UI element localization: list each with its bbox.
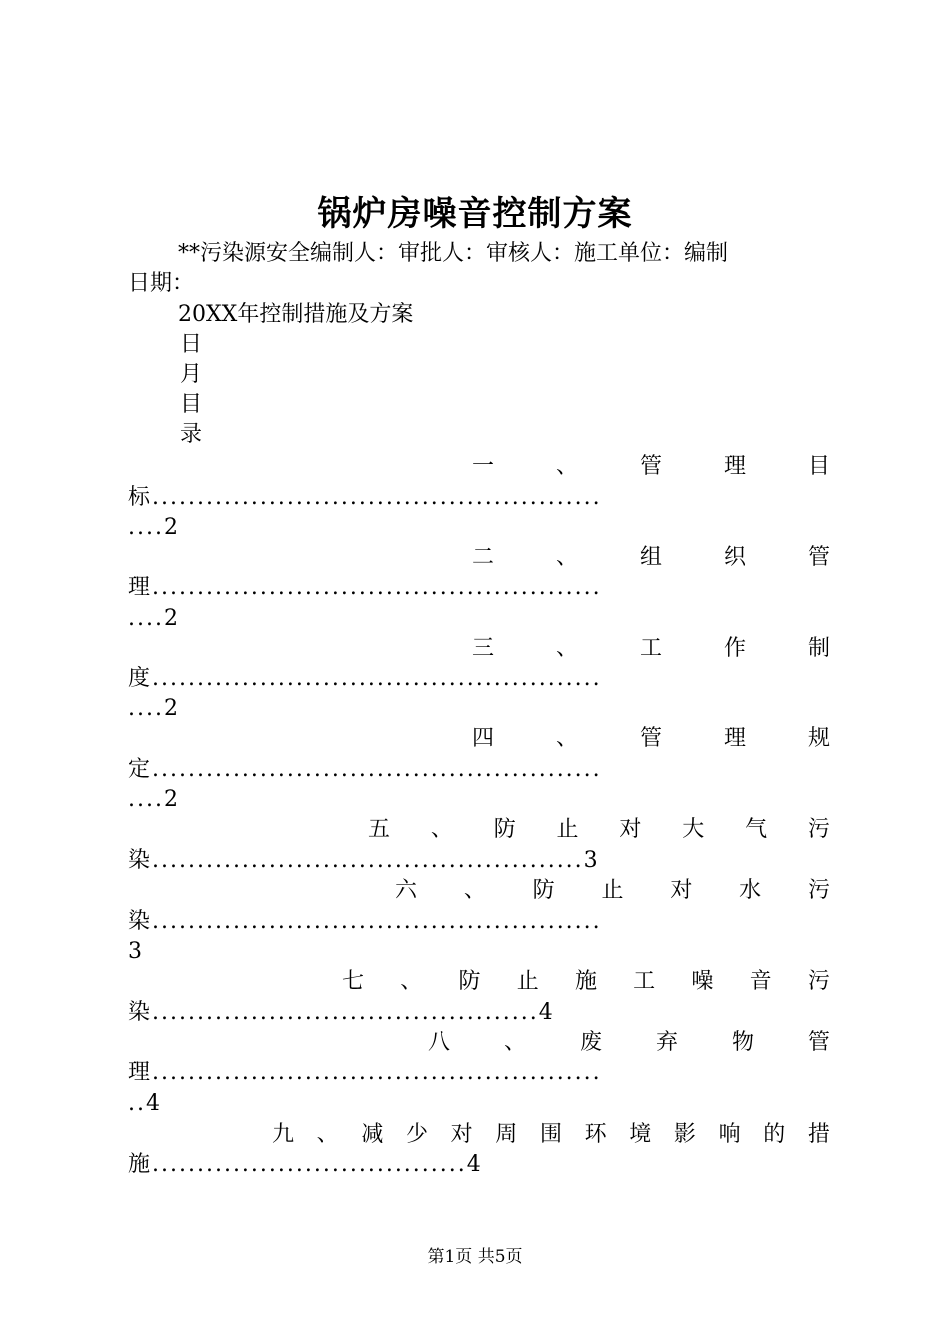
toc-char: 影 — [673, 1122, 696, 1147]
toc-char: 防 — [532, 878, 555, 903]
toc-entry-tail: 理 — [128, 575, 151, 600]
toc-page-number: ..4 — [128, 1091, 162, 1116]
toc-char: 、 — [430, 817, 453, 842]
toc-page-number: ....2 — [128, 787, 180, 812]
toc-char: 少 — [405, 1122, 428, 1147]
vertical-char: 月 — [180, 362, 203, 387]
toc-char: 管 — [639, 454, 662, 479]
toc-char: 工 — [639, 636, 662, 661]
toc-leader-dots: .................................................. — [152, 666, 602, 691]
toc-char: 目 — [807, 454, 830, 479]
vertical-char: 目 — [180, 392, 203, 417]
toc-char: 四 — [472, 726, 495, 751]
toc-char: 响 — [718, 1122, 741, 1147]
toc-char: 围 — [539, 1122, 562, 1147]
toc-char: 管 — [807, 1030, 830, 1055]
toc-entry-tail: 染 — [128, 848, 151, 873]
header-line-1: **污染源安全编制人：审批人：审核人：施工单位：编制 — [178, 241, 729, 266]
toc-char: 止 — [516, 969, 539, 994]
toc-char: 三 — [472, 636, 495, 661]
toc-char: 环 — [584, 1122, 607, 1147]
document-title: 锅炉房噪音控制方案 — [317, 194, 633, 234]
toc-page-number: ....2 — [128, 696, 180, 721]
toc-char: 、 — [555, 636, 578, 661]
toc-leader-dots: ...........................................4 — [152, 1000, 555, 1025]
toc-entry-tail: 理 — [128, 1060, 151, 1085]
vertical-char: 日 — [180, 332, 203, 357]
toc-char: 音 — [749, 969, 772, 994]
toc-char: 施 — [574, 969, 597, 994]
toc-entry-heading — [395, 876, 830, 906]
toc-char: 止 — [601, 878, 624, 903]
toc-entry-heading — [428, 1028, 830, 1058]
toc-char: 对 — [450, 1122, 473, 1147]
toc-char: 周 — [495, 1122, 518, 1147]
toc-char: 八 — [428, 1030, 451, 1055]
toc-char: 一 — [472, 454, 495, 479]
toc-leader-dots: .................................................. — [152, 575, 602, 600]
toc-char: 大 — [682, 817, 705, 842]
toc-leader-dots: .................................................. — [152, 757, 602, 782]
toc-page-number: ....2 — [128, 515, 180, 540]
toc-page-number: ....2 — [128, 606, 180, 631]
toc-char: 五 — [368, 817, 391, 842]
toc-leader-dots: ................................................3 — [152, 848, 600, 873]
page-footer: 第1页 共5页 — [427, 1247, 523, 1267]
toc-char: 废 — [579, 1030, 602, 1055]
toc-char: 制 — [807, 636, 830, 661]
toc-char: 物 — [731, 1030, 754, 1055]
vertical-char: 录 — [180, 422, 203, 447]
header-line-2: 日期： — [128, 271, 195, 296]
toc-leader-dots: .................................................. — [152, 485, 602, 510]
toc-char: 措 — [807, 1122, 830, 1147]
toc-char: 、 — [555, 545, 578, 570]
toc-char: 、 — [555, 726, 578, 751]
toc-char: 、 — [400, 969, 423, 994]
toc-char: 管 — [807, 545, 830, 570]
year-line: 20XX年控制措施及方案 — [178, 302, 414, 327]
toc-char: 弃 — [655, 1030, 678, 1055]
toc-char: 、 — [463, 878, 486, 903]
toc-char: 九 — [272, 1122, 295, 1147]
toc-leader-dots: .................................................. — [152, 1060, 602, 1085]
toc-char: 理 — [723, 726, 746, 751]
toc-char: 理 — [723, 454, 746, 479]
toc-entry-heading — [472, 452, 830, 482]
toc-entry-tail: 标 — [128, 485, 151, 510]
toc-char: 的 — [763, 1122, 786, 1147]
toc-entry-heading — [472, 634, 830, 664]
toc-entry-heading — [368, 815, 830, 845]
toc-entry-tail: 度 — [128, 666, 151, 691]
toc-char: 织 — [723, 545, 746, 570]
toc-char: 止 — [556, 817, 579, 842]
toc-char: 六 — [395, 878, 418, 903]
toc-entry-heading — [342, 967, 830, 997]
toc-char: 、 — [316, 1122, 339, 1147]
toc-char: 污 — [807, 878, 830, 903]
toc-entry-tail: 染 — [128, 1000, 151, 1025]
toc-char: 减 — [361, 1122, 384, 1147]
toc-char: 对 — [619, 817, 642, 842]
toc-char: 组 — [639, 545, 662, 570]
toc-entry-tail: 施 — [128, 1152, 151, 1177]
toc-char: 水 — [739, 878, 762, 903]
toc-char: 、 — [555, 454, 578, 479]
toc-leader-dots: ...................................4 — [152, 1152, 483, 1177]
toc-char: 工 — [633, 969, 656, 994]
toc-char: 二 — [472, 545, 495, 570]
toc-char: 境 — [629, 1122, 652, 1147]
toc-char: 污 — [807, 817, 830, 842]
toc-char: 污 — [807, 969, 830, 994]
toc-entry-tail: 染 — [128, 909, 151, 934]
toc-char: 、 — [503, 1030, 526, 1055]
toc-char: 气 — [745, 817, 768, 842]
toc-char: 对 — [670, 878, 693, 903]
toc-char: 作 — [723, 636, 746, 661]
toc-char: 噪 — [691, 969, 714, 994]
toc-entry-heading — [272, 1120, 830, 1150]
toc-leader-dots: .................................................. — [152, 909, 602, 934]
toc-char: 管 — [639, 726, 662, 751]
toc-char: 防 — [458, 969, 481, 994]
toc-char: 七 — [342, 969, 365, 994]
toc-entry-heading — [472, 543, 830, 573]
toc-entry-tail: 定 — [128, 757, 151, 782]
toc-char: 规 — [807, 726, 830, 751]
toc-char: 防 — [493, 817, 516, 842]
toc-page-number: 3 — [128, 939, 142, 964]
toc-entry-heading — [472, 724, 830, 754]
